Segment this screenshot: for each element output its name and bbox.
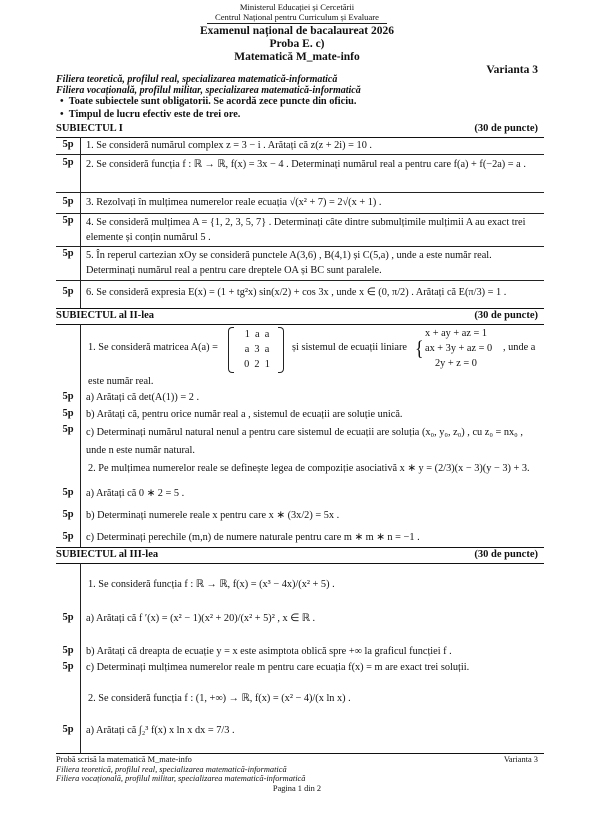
bullet-rules	[60, 96, 356, 107]
page-number: Pagina 1 din 2	[272, 784, 322, 793]
footer-filiera-2: Filiera vocațională, profilul militar, specializarea matematică-informatică	[56, 774, 306, 783]
item-points: 5p	[62, 408, 74, 419]
item-points: 5p	[62, 424, 74, 435]
item-text: 2. Se consideră funcția f : ℝ → ℝ, f(x) = 3x − 4 . Determinați numărul real a pentru care f(a) + f(−2a) = a .	[86, 159, 526, 170]
item-text: b) Arătați că, pentru orice număr real a , sistemul de ecuații are soluție unică.	[86, 409, 403, 420]
item-text: b) Arătați că dreapta de ecuație y = x este asimptota oblică spre +∞ la graficul funcției f .	[86, 646, 452, 657]
row-divider	[56, 246, 544, 247]
item-points: 5p	[62, 645, 74, 656]
item-points: 5p	[62, 724, 74, 735]
footer-variant: Varianta 3	[503, 755, 538, 764]
subiect-2-title: SUBIECTUL al II-lea	[56, 310, 155, 321]
matrix-row: 0 2 1	[244, 359, 270, 370]
matrix-right-bracket	[278, 327, 284, 373]
system-intro-tail: este număr real.	[88, 376, 154, 387]
subiect-1-points: (30 de puncte)	[474, 123, 538, 134]
system-equation: x + ay + az = 1	[425, 328, 488, 339]
bullet-dot-icon: •	[60, 109, 64, 120]
table-border	[56, 547, 544, 548]
subject-name: Matematică M_mate-info	[234, 51, 360, 63]
table-column-divider	[80, 137, 81, 308]
item-points: 5p	[62, 196, 74, 207]
ministry-name: Ministerul Educației și Cercetării	[239, 2, 355, 12]
item-text: c) Determinați numărul natural nenul a pentru care sistemul de ecuații are soluția (x₀, y₀, z₀) , cu z₀ = nx₀ , unde n este număr natural.	[86, 427, 523, 456]
matrix-left-bracket	[228, 327, 234, 373]
item-text: a) Arătați că det(A(1)) = 2 .	[86, 392, 200, 403]
law-intro: 2. Pe mulțimea numerelor reale se definește legea de compoziție asociativă x ∗ y = (2/3)(x − 3)(y − 3) + 3.	[88, 463, 530, 474]
item-text: c) Determinați mulțimea numerelor reale m pentru care ecuația f(x) = m are exact trei soluții.	[86, 662, 470, 673]
table-column-divider	[80, 324, 81, 547]
table-border	[56, 324, 544, 325]
row-divider	[56, 154, 544, 155]
bullet-time	[60, 109, 240, 120]
row-divider	[56, 213, 544, 214]
item-text: 3. Rezolvați în mulțimea numerelor reale ecuația √(x² + 7) = 2√(x + 1) .	[86, 197, 382, 208]
subiect-1-title: SUBIECTUL I	[56, 123, 123, 134]
system-intro-end: , unde a	[503, 342, 536, 353]
item-text: 4. Se consideră mulțimea A = {1, 2, 3, 5, 7} . Determinați câte dintre submulțimile mulțimii A au exact trei elemente și conțin numărul 5 .	[86, 217, 526, 243]
row-divider	[56, 192, 544, 193]
item-text: a) Arătați că ∫₂³ f(x) x ln x dx = 7/3 .	[86, 725, 235, 736]
item-points: 5p	[62, 286, 74, 297]
system-equation: ax + 3y + az = 0	[425, 343, 493, 354]
system-equations	[425, 326, 492, 371]
variant-label: Varianta 3	[486, 64, 538, 76]
item-text: 5. În reperul cartezian xOy se consideră punctele A(3,6) , B(4,1) și C(5,a) , unde a este număr real. Determinați numărul real a pentru care dreptele OA și BC sunt paralele.	[86, 250, 492, 276]
item-points: 5p	[62, 139, 74, 150]
exam-title: Examenul național de bacalaureat 2026	[199, 25, 395, 37]
item-points: 5p	[62, 215, 74, 226]
footer-exam-name: Probă scrisă la matematică M_mate-info	[56, 755, 192, 764]
item-points: 5p	[62, 612, 74, 623]
subiect-3-points: (30 de puncte)	[474, 549, 538, 560]
subiect-3-title: SUBIECTUL al III-lea	[56, 549, 159, 560]
item-text: c) Determinați perechile (m,n) de numere naturale pentru care m ∗ m ∗ n = −1 .	[86, 532, 420, 543]
table-border	[56, 137, 544, 138]
bullet-rules-text: Toate subiectele sunt obligatorii. Se acordă zece puncte din oficiu.	[68, 96, 357, 107]
filiera-line-2: Filiera vocațională, profilul militar, specializarea matematică-informatică	[56, 85, 361, 96]
subiect-2-points: (30 de puncte)	[474, 310, 538, 321]
item-text: a) Arătați că 0 ∗ 2 = 5 .	[86, 488, 185, 499]
footer-filiera-1: Filiera teoretică, profilul real, specializarea matematică-informatică	[56, 765, 287, 774]
item-points: 5p	[62, 487, 74, 498]
item-points: 5p	[62, 248, 74, 259]
item-points: 5p	[62, 391, 74, 402]
bullet-dot-icon: •	[60, 96, 64, 107]
system-equation: 2y + z = 0	[435, 358, 477, 369]
matrix-row: 1 a a	[244, 329, 270, 340]
center-name: Centrul Național pentru Curriculum și Evaluare	[215, 12, 379, 22]
header-divider	[207, 23, 387, 24]
function-2-intro: 2. Se consideră funcția f : (1, +∞) → ℝ, f(x) = (x² − 4)/(x ln x) .	[88, 693, 351, 704]
table-border	[56, 563, 544, 564]
matrix-row: a 3 a	[244, 344, 270, 355]
table-border	[56, 753, 544, 754]
item-text: 6. Se consideră expresia E(x) = (1 + tg²x) sin(x/2) + cos 3x , unde x ∈ (0, π/2) . Arătați că E(π/3) = 1 .	[86, 287, 507, 298]
test-name: Proba E. c)	[269, 38, 325, 50]
bullet-time-text: Timpul de lucru efectiv este de trei ore.	[68, 109, 241, 120]
item-points: 5p	[62, 661, 74, 672]
item-points: 5p	[62, 509, 74, 520]
item-text: 1. Se consideră numărul complex z = 3 − i . Arătați că z(z + 2i) = 10 .	[86, 140, 372, 151]
item-points: 5p	[62, 531, 74, 542]
table-column-divider	[80, 563, 81, 753]
item-text: a) Arătați că f ′(x) = (x² − 1)(x² + 20)/(x² + 5)² , x ∈ ℝ .	[86, 613, 316, 624]
item-text: b) Determinați numerele reale x pentru care x ∗ (3x/2) = 5x .	[86, 510, 340, 521]
function-intro: 1. Se consideră funcția f : ℝ → ℝ, f(x) = (x³ − 4x)/(x² + 5) .	[88, 579, 335, 590]
matrix-a	[228, 327, 284, 373]
system-brace: {	[415, 336, 424, 360]
table-border	[56, 308, 544, 309]
row-divider	[56, 280, 544, 281]
system-intro: și sistemul de ecuații liniare	[292, 342, 407, 353]
item-points: 5p	[62, 157, 74, 168]
matrix-intro: 1. Se consideră matricea A(a) =	[88, 342, 218, 353]
filiera-line-1: Filiera teoretică, profilul real, specializarea matematică-informatică	[56, 74, 338, 85]
matrix-rows	[236, 327, 278, 372]
